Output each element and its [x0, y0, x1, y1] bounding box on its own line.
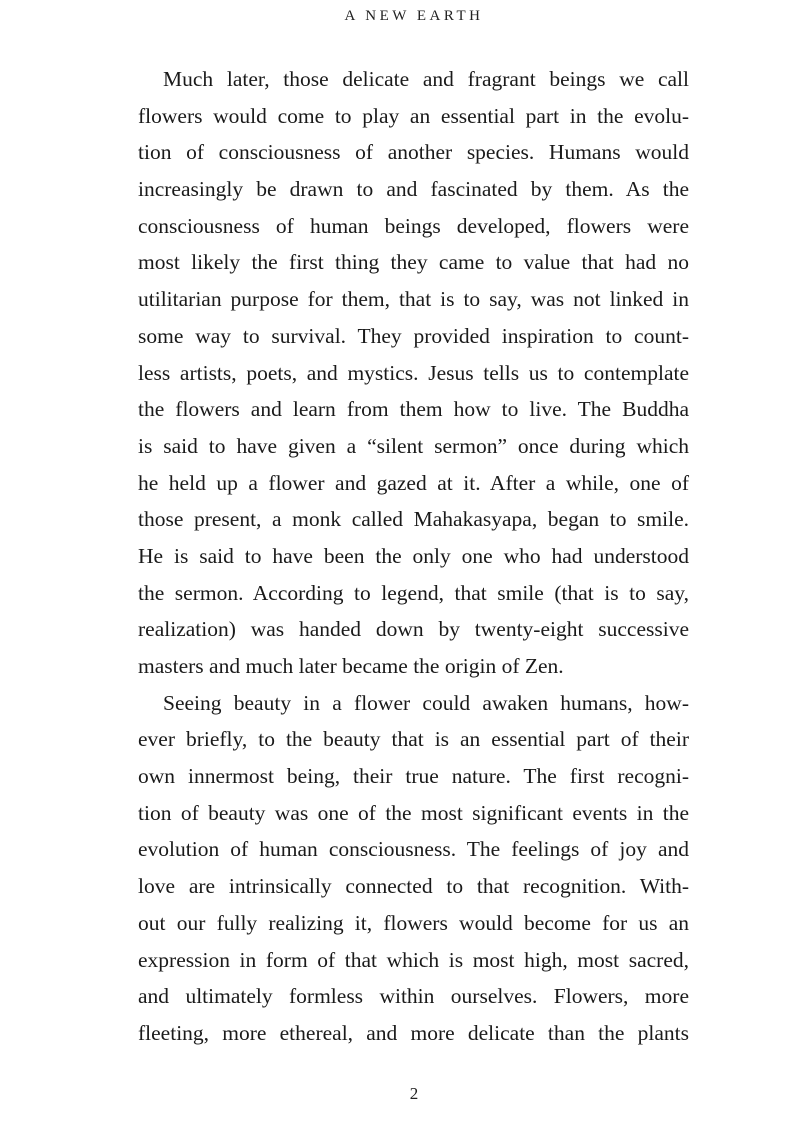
text-line: flowers would come to play an essential part in the evolu-	[138, 103, 689, 128]
text-line: tion of consciousness of another species. Humans would	[138, 140, 689, 165]
text-line: realization) was handed down by twenty-eight successive	[138, 617, 689, 642]
text-line: love are intrinsically connected to that recognition. With-	[138, 874, 689, 899]
text-line: ever briefly, to the beauty that is an essential part of their	[138, 727, 689, 752]
text-line: Seeing beauty in a flower could awaken humans, how-	[163, 690, 689, 715]
text-line: he held up a flower and gazed at it. After a while, one of	[138, 470, 689, 495]
text-line: is said to have given a “silent sermon” once during which	[138, 433, 689, 458]
text-line: out our fully realizing it, flowers would become for us an	[138, 910, 689, 935]
text-line: utilitarian purpose for them, that is to say, was not linked in	[138, 287, 689, 312]
page-number: 2	[409, 1084, 419, 1103]
text-line: and ultimately formless within ourselves. Flowers, more	[138, 984, 689, 1009]
text-line: Much later, those delicate and fragrant beings we call	[163, 67, 689, 91]
paragraph-2	[138, 685, 689, 1052]
text-line: tion of beauty was one of the most significant events in the	[138, 800, 689, 825]
text-line: most likely the first thing they came to value that had no	[138, 250, 689, 275]
paragraph-1	[138, 61, 689, 685]
text-line: the flowers and learn from them how to live. The Buddha	[138, 397, 689, 422]
body-text	[138, 61, 689, 1052]
text-line: He is said to have been the only one who had understood	[138, 543, 689, 568]
text-line: own innermost being, their true nature. The first recogni-	[138, 764, 689, 789]
text-line: fleeting, more ethereal, and more delicate than the plants	[138, 1020, 689, 1045]
text-line: increasingly be drawn to and fascinated by them. As the	[138, 177, 689, 202]
text-line: some way to survival. They provided inspiration to count-	[138, 323, 689, 348]
text-line: consciousness of human beings developed, flowers were	[138, 213, 689, 238]
text-line: masters and much later became the origin of Zen.	[138, 654, 564, 678]
text-line: those present, a monk called Mahakasyapa, began to smile.	[138, 507, 689, 532]
text-line: evolution of human consciousness. The feelings of joy and	[138, 837, 689, 862]
running-head: A NEW EARTH	[344, 8, 484, 24]
text-line: expression in form of that which is most high, most sacred,	[138, 947, 689, 972]
text-line: less artists, poets, and mystics. Jesus tells us to contemplate	[138, 360, 689, 385]
text-line: the sermon. According to legend, that smile (that is to say,	[138, 580, 689, 605]
